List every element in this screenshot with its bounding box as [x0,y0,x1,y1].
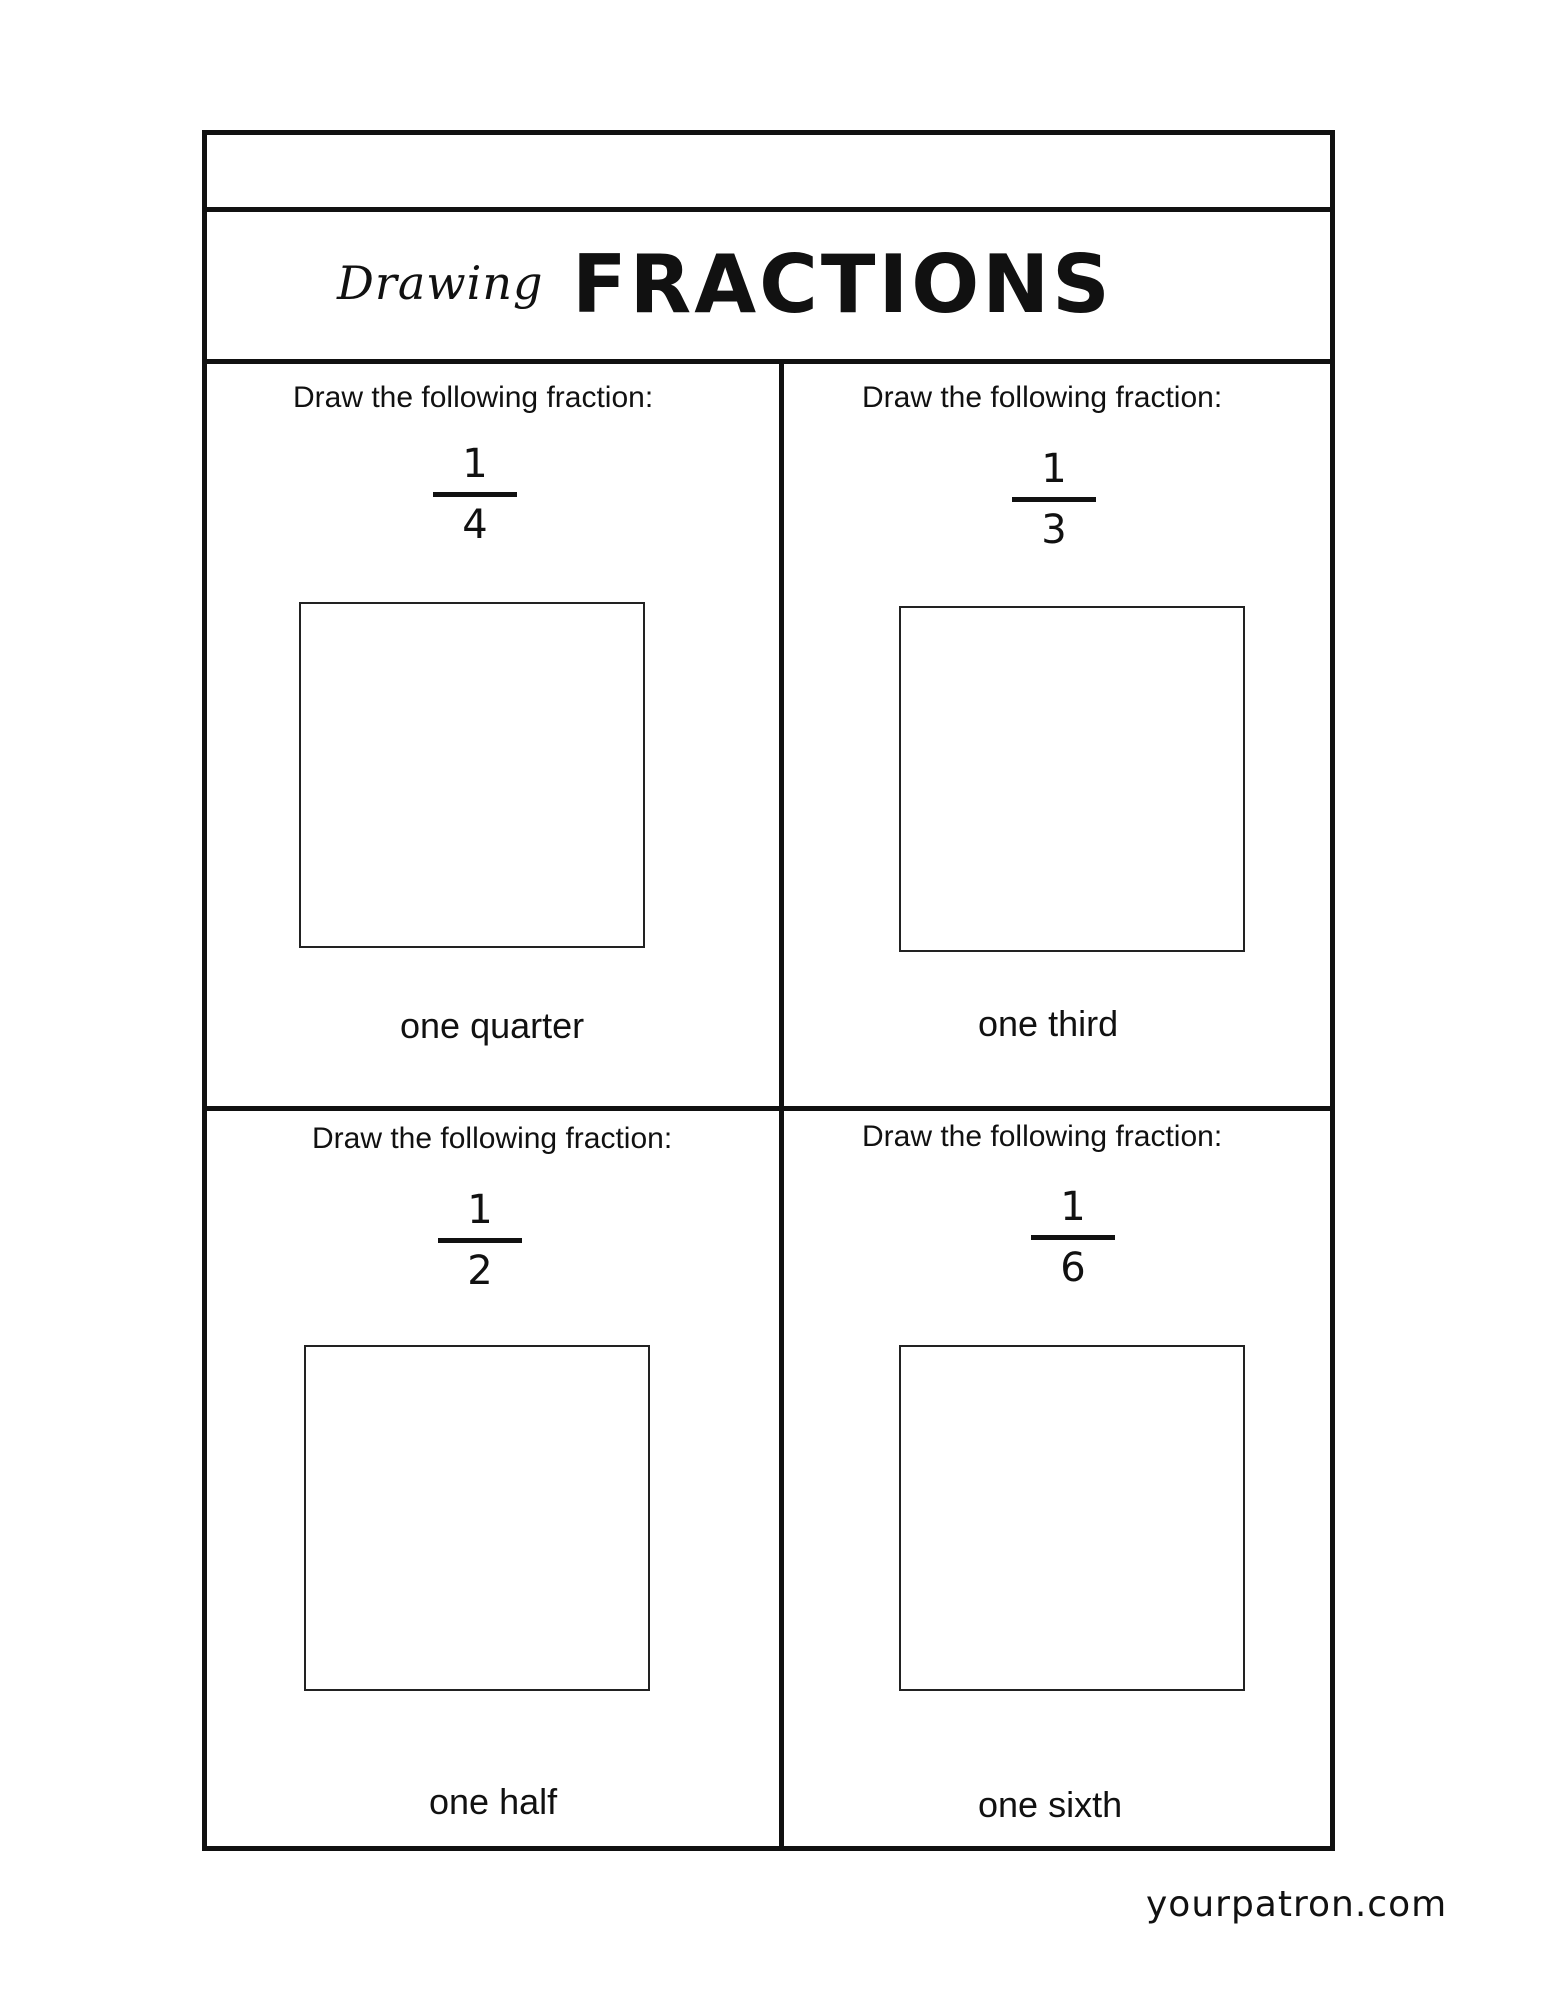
horizontal-divider [207,1106,1330,1111]
exercise-prompt: Draw the following fraction: [862,381,1223,414]
drawing-box[interactable] [899,606,1245,952]
fraction-words: one third [978,1003,1119,1044]
fraction-display [433,440,517,549]
fraction-numerator: 1 [1060,1184,1086,1230]
fraction-denominator: 4 [462,502,488,548]
fraction-bar [1031,1235,1115,1240]
exercise-prompt: Draw the following fraction: [862,1120,1223,1153]
fraction-numerator: 1 [1041,446,1067,492]
page-title: FRACTIONS [572,238,1113,331]
exercise-prompt: Draw the following fraction: [293,381,654,414]
fraction-display [1031,1183,1115,1292]
title-script: Drawing [337,256,544,310]
fraction-denominator: 2 [467,1248,493,1294]
drawing-box[interactable] [899,1345,1245,1691]
drawing-box[interactable] [304,1345,650,1691]
name-strip [207,135,1330,212]
fraction-denominator: 3 [1041,507,1067,553]
fraction-denominator: 6 [1060,1245,1086,1291]
fraction-words: one sixth [978,1784,1123,1825]
fraction-bar [1012,497,1096,502]
drawing-box[interactable] [299,602,645,948]
fraction-display [1012,445,1096,554]
worksheet-frame [202,130,1335,1851]
fraction-words: one half [429,1781,558,1822]
fraction-bar [433,492,517,497]
fraction-numerator: 1 [467,1187,493,1233]
exercise-prompt: Draw the following fraction: [312,1122,673,1155]
title-band [207,212,1330,364]
fraction-bar [438,1238,522,1243]
fraction-words: one quarter [400,1005,585,1046]
footer-site-link[interactable]: yourpatron.com [1146,1884,1448,1925]
fraction-display [438,1186,522,1295]
fraction-numerator: 1 [462,441,488,487]
vertical-divider [779,364,784,1846]
